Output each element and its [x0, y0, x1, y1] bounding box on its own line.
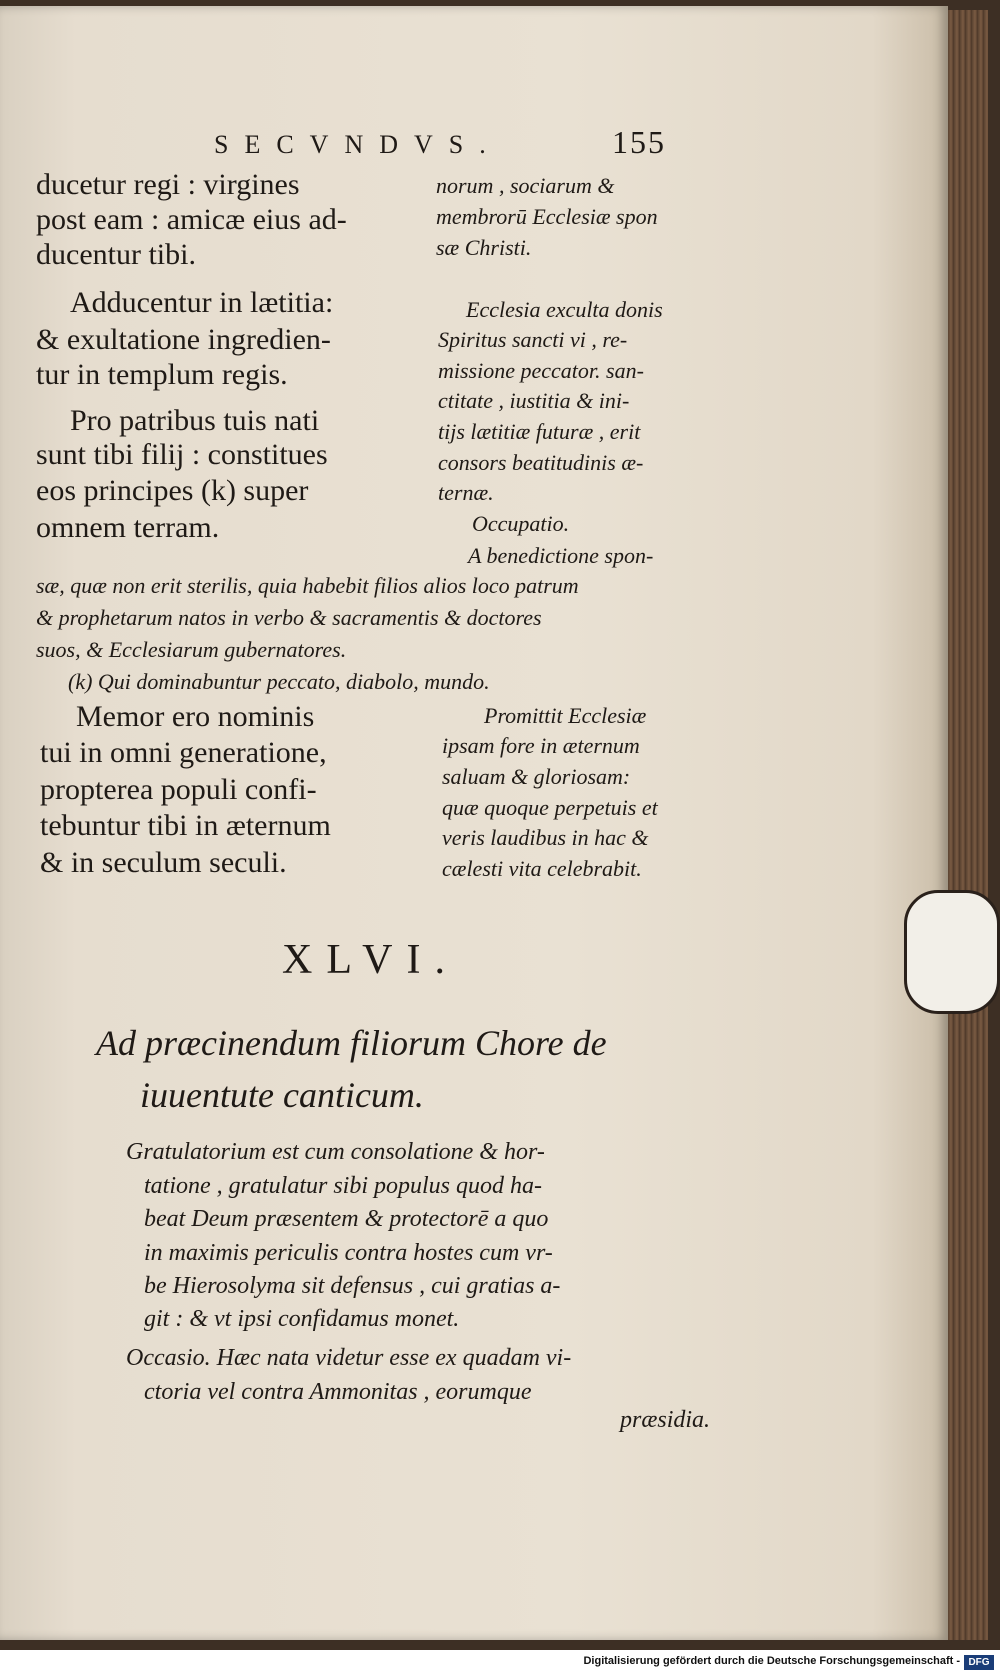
- running-title: SECVNDVS.: [214, 130, 502, 159]
- side-note-line: sæ Christi.: [436, 235, 532, 260]
- psalm-title-line: iuuentute canticum.: [140, 1075, 424, 1115]
- page-clip: [904, 890, 1000, 1014]
- main-line: Memor ero nominis: [76, 700, 315, 733]
- side-note-line: missione peccator. san-: [438, 358, 644, 383]
- book-edge: [948, 10, 988, 1640]
- footer-bar: [0, 1652, 1000, 1674]
- commentary-line: sæ, quæ non erit sterilis, quia habebit filios alios loco patrum: [36, 573, 579, 598]
- occasion-line: Occasio. Hæc nata videtur esse ex quadam vi-: [126, 1345, 572, 1371]
- side-note-line: ternæ.: [438, 480, 494, 505]
- side-note-line: tijs lætitiæ futuræ , erit: [438, 419, 641, 444]
- main-line: ducentur tibi.: [36, 238, 196, 271]
- occasion-line: ctoria vel contra Ammonitas , eorumque: [144, 1379, 532, 1405]
- side-note-line: Ecclesia exculta donis: [466, 297, 663, 322]
- side-note-line: cælesti vita celebrabit.: [442, 856, 642, 881]
- main-line: propterea populi confi-: [40, 773, 317, 806]
- main-line: ducetur regi : virgines: [36, 168, 300, 201]
- main-line: omnem terram.: [36, 511, 220, 544]
- side-note-line: quæ quoque perpetuis et: [442, 795, 658, 820]
- argument-line: be Hierosolyma sit defensus , cui gratias a-: [144, 1273, 561, 1299]
- argument-line: tatione , gratulatur sibi populus quod ha-: [144, 1173, 543, 1199]
- dfg-logo: DFG: [964, 1655, 994, 1670]
- psalm-number: XLVI.: [282, 937, 459, 983]
- side-note-heading: Occupatio.: [472, 511, 570, 536]
- psalm-title-line: Ad præcinendum filiorum Chore de: [96, 1023, 607, 1063]
- digitization-credit: Digitalisierung gefördert durch die Deutsche Forschungsgemeinschaft -: [583, 1655, 960, 1667]
- main-line: & in seculum seculi.: [40, 846, 287, 879]
- side-note-line: ipsam fore in æternum: [442, 733, 640, 758]
- main-line: sunt tibi filij : constitues: [36, 438, 328, 471]
- main-line: Pro patribus tuis nati: [70, 404, 320, 437]
- argument-line: git : & vt ipsi confidamus monet.: [144, 1306, 460, 1332]
- commentary-note-k: (k) Qui dominabuntur peccato, diabolo, mundo.: [68, 669, 490, 694]
- side-note-line: veris laudibus in hac &: [442, 825, 649, 850]
- commentary-line: & prophetarum natos in verbo & sacramentis & doctores: [36, 605, 542, 630]
- main-line: tebuntur tibi in æternum: [40, 809, 331, 842]
- side-note-line: Spiritus sancti vi , re-: [438, 327, 628, 352]
- main-line: tui in omni generatione,: [40, 736, 327, 769]
- side-note-line: ctitate , iustitia & ini-: [438, 388, 630, 413]
- argument-line: Gratulatorium est cum consolatione & hor-: [126, 1139, 545, 1165]
- main-line: tur in templum regis.: [36, 358, 288, 391]
- side-note-line: norum , sociarum &: [436, 173, 615, 198]
- main-line: post eam : amicæ eius ad-: [36, 203, 347, 236]
- main-line: Adducentur in lætitia:: [70, 286, 334, 319]
- argument-line: in maximis periculis contra hostes cum vr-: [144, 1240, 553, 1266]
- book-page: [0, 6, 948, 1640]
- side-note-line: A benedictione spon-: [468, 543, 654, 568]
- main-line: & exultatione ingredien-: [36, 323, 331, 356]
- side-note-line: saluam & gloriosam:: [442, 764, 631, 789]
- page-number: 155: [612, 124, 666, 160]
- main-line: eos principes (k) super: [36, 474, 309, 507]
- side-note-line: consors beatitudinis æ-: [438, 450, 644, 475]
- side-note-line: membrorū Ecclesiæ spon: [436, 204, 658, 229]
- commentary-line: suos, & Ecclesiarum gubernatores.: [36, 637, 347, 662]
- side-note-line: Promittit Ecclesiæ: [484, 703, 647, 728]
- argument-line: beat Deum præsentem & protectorē a quo: [144, 1206, 549, 1232]
- catchword: præsidia.: [620, 1407, 711, 1433]
